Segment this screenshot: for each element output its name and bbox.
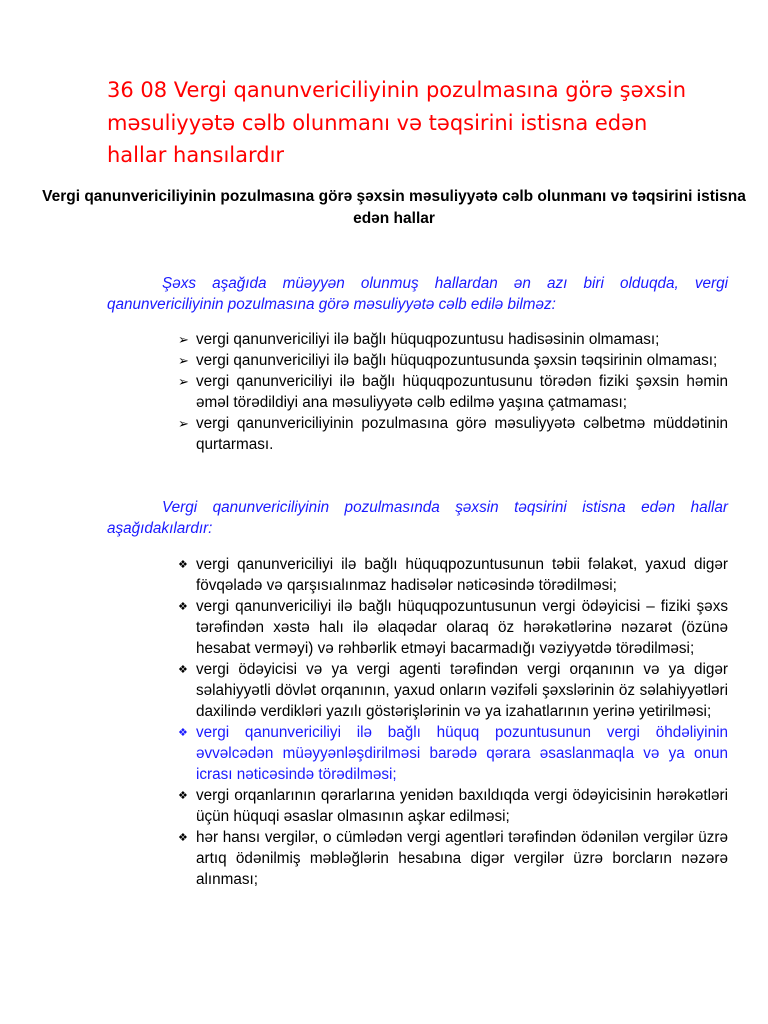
list-item: ❖ vergi orqanlarının qərarlarına yenidən baxıldıqda vergi ödəyicisinin hərəkətləri üçün hüquqi əsaslar olmasının aşkar edilməsi; — [178, 787, 728, 825]
arrow-bullet-icon: ➢ — [178, 353, 189, 368]
list-item: ❖ vergi ödəyicisi və ya vergi agenti tərəfindən vergi orqanının və ya digər səlahiyyətli dövlət orqanının, yaxud onların vəzifəli şəxslərinin öz səlahiyyətləri daxilində verdikləri yazılı göstərişlərinin və ya izahatlarının yerinə yetirilməsi; — [178, 661, 728, 720]
diamond-bullet-icon: ❖ — [178, 790, 188, 802]
arrow-bullet-icon: ➢ — [178, 374, 189, 389]
diamond-bullet-icon: ❖ — [178, 832, 188, 844]
arrow-bullet-list — [178, 329, 728, 455]
list-item-highlighted: ❖ vergi qanunvericiliyi ilə bağlı hüquq pozuntusunun vergi öhdəliyinin əvvəlcədən müəyyənləşdirilməsi barədə qərara əsaslanmaqla və ya onun icrası nəticəsində törədilməsi; — [178, 724, 728, 783]
intro-paragraph-2: Vergi qanunvericiliyinin pozulmasında şəxsin təqsirini istisna edən hallar aşağıdakılardır: — [107, 499, 728, 537]
diamond-bullet-icon: ❖ — [178, 601, 188, 613]
list-item: ➢ vergi qanunvericiliyi ilə bağlı hüquqpozuntusu hadisəsinin olmaması; — [178, 331, 660, 348]
list-item: ➢ vergi qanunvericiliyinin pozulmasına görə məsuliyyətə cəlbetmə müddətinin qurtarması. — [178, 415, 728, 453]
diamond-bullet-list — [178, 554, 728, 890]
diamond-bullet-icon: ❖ — [178, 559, 188, 571]
list-item: ❖ vergi qanunvericiliyi ilə bağlı hüquqpozuntusunun təbii fəlakət, yaxud digər fövqəladə və qarşısıalınmaz hadisələr nəticəsində törədilməsi; — [178, 556, 728, 594]
page-title: 36 08 Vergi qanunvericiliyinin pozulmasına görə şəxsin məsuliyyətə cəlb olunmanı və təqsirini istisna edən hallar hansılardır — [107, 78, 687, 167]
diamond-bullet-icon: ❖ — [178, 727, 188, 739]
arrow-bullet-icon: ➢ — [178, 416, 189, 431]
diamond-bullet-icon: ❖ — [178, 664, 188, 676]
list-item: ❖ hər hansı vergilər, o cümlədən vergi agentləri tərəfindən ödənilən vergilər üzrə artıq ödənilmiş məbləğlərin hesabına digər vergilər üzrə borcların nəzərə alınması; — [178, 829, 728, 888]
intro-paragraph: Şəxs aşağıda müəyyən olunmuş hallardan ən azı biri olduqda, vergi qanunvericiliyinin pozulmasına görə məsuliyyətə cəlb edilə bilməz: — [107, 275, 728, 313]
list-item: ➢ vergi qanunvericiliyi ilə bağlı hüquqpozuntusunu törədən fiziki şəxsin həmin əməl törədildiyi ana məsuliyyətə cəlb edilmə yaşına çatmaması; — [178, 373, 728, 411]
arrow-bullet-icon: ➢ — [178, 332, 189, 347]
list-item: ❖ vergi qanunvericiliyi ilə bağlı hüquqpozuntusunun vergi ödəyicisi – fiziki şəxs tərəfindən xəstə halı ilə əlaqədar olaraq öz hərəkətlərinə nəzarət (özünə hesabat verməyi) və rəhbərlik etməyi bacarmadığı vəziyyətdə törədilməsi; — [178, 598, 728, 657]
section-heading: Vergi qanunvericiliyinin pozulmasına görə şəxsin məsuliyyətə cəlb olunmanı və təqsirini istisna edən hallar — [42, 188, 746, 227]
list-item: ➢ vergi qanunvericiliyi ilə bağlı hüquqpozuntusunda şəxsin təqsirinin olmaması; — [178, 352, 718, 369]
